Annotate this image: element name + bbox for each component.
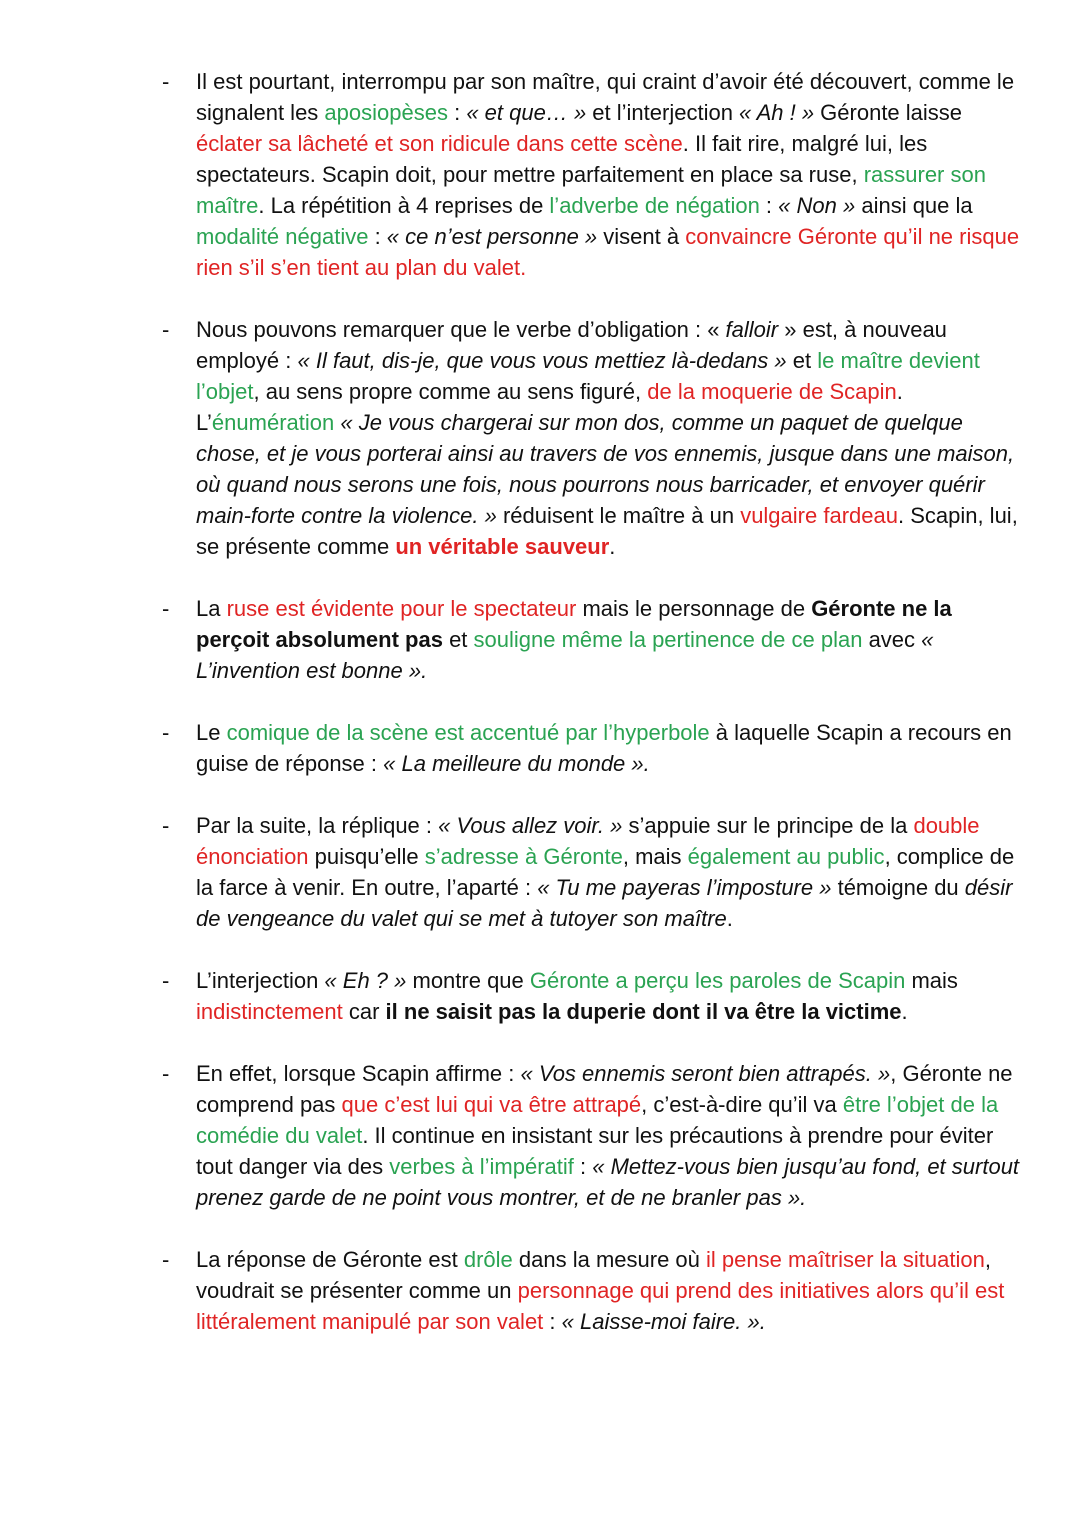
text-segment: et [786, 348, 818, 373]
text-segment: : [368, 224, 387, 249]
text-segment: , Géronte ne comprend pas [196, 1061, 1013, 1117]
text-segment: . La répétition à 4 reprises de [258, 193, 550, 218]
text-segment: « Vous allez voir. » [438, 813, 623, 838]
bullet-paragraph [0, 314, 1030, 562]
bullet-paragraph [0, 810, 1030, 934]
text-segment: énumération [211, 410, 335, 435]
text-segment: montre que [406, 968, 530, 993]
text-segment: convaincre Géronte qu’il ne risque rien s’il s’en tient au plan du valet. [196, 224, 1020, 280]
text-segment: » est, à nouveau employé : [196, 317, 947, 373]
text-segment: et l’interjection [586, 100, 740, 125]
text-segment: et [442, 627, 474, 652]
bullet-paragraph [0, 717, 1030, 779]
bullet-dash: - [162, 1247, 170, 1272]
text-segment: il pense maîtriser la situation [706, 1247, 985, 1272]
bullet-paragraph [0, 1244, 1030, 1337]
text-segment: dans la mesure où [512, 1247, 707, 1272]
text-segment: « Laisse-moi faire. ». [561, 1309, 766, 1334]
text-segment: le maître devient l’objet [196, 348, 980, 404]
text-segment: de la moquerie de Scapin [647, 379, 897, 404]
bullet-paragraph [0, 965, 1030, 1027]
text-segment: « Tu me payeras l’imposture » [537, 875, 832, 900]
text-segment: que c’est lui qui va être attrapé [341, 1092, 642, 1117]
text-segment: « Mettez-vous bien jusqu’au fond, et surtout prenez garde de ne point vous montrer, et de ne branler pas ». [196, 1154, 1020, 1210]
text-segment: souligne même la pertinence de ce plan [473, 627, 863, 652]
text-segment: réduisent le maître à un [496, 503, 741, 528]
text-segment: Le [196, 720, 227, 745]
text-segment: « Non » [778, 193, 856, 218]
bullet-paragraph [0, 593, 1030, 686]
text-segment: « L’invention est bonne ». [196, 627, 934, 683]
paragraph-text [196, 314, 1030, 562]
paragraph-text [196, 593, 1030, 686]
text-segment: . [901, 999, 908, 1024]
text-segment: ainsi que la [855, 193, 973, 218]
text-segment: . Il continue en insistant sur les précautions à prendre pour éviter tout danger via des [196, 1123, 994, 1179]
text-segment: Il est pourtant, interrompu par son maître, qui craint d’avoir été découvert, comme le signalent les [196, 69, 1015, 125]
text-segment: « et que… » [466, 100, 587, 125]
text-segment: « Ah ! » [739, 100, 815, 125]
bullet-dash: - [162, 968, 170, 993]
text-segment: vulgaire fardeau [740, 503, 898, 528]
text-segment: , au sens propre comme au sens figuré, [253, 379, 648, 404]
text-segment: aposiopèses [324, 100, 448, 125]
text-segment: falloir [725, 317, 779, 342]
paragraph-text [196, 1244, 1030, 1337]
text-segment: s’adresse à Géronte [424, 844, 623, 869]
text-segment: témoigne du [831, 875, 965, 900]
bullet-dash: - [162, 813, 170, 838]
text-segment: , voudrait se présenter comme un [196, 1247, 991, 1303]
text-segment: comique de la scène est accentué par l’hyperbole [226, 720, 710, 745]
paragraph-text [196, 717, 1030, 779]
bullet-dash: - [162, 720, 170, 745]
text-segment: La réponse de Géronte est [196, 1247, 464, 1272]
bullet-dash: - [162, 596, 170, 621]
text-segment: : [759, 193, 779, 218]
text-segment: désir de vengeance du valet qui se met à tutoyer son maître [196, 875, 1013, 931]
text-segment: . [609, 534, 616, 559]
bullet-paragraph [0, 1058, 1030, 1213]
text-segment: « Je vous chargerai sur mon dos, comme un paquet de quelque chose, et je vous porterai ainsi au travers de vos ennemis, jusque dans une maison, où quand nous serons une fois, nous pourrons nous barricader, et envoyer quérir main-forte contre la violence. » [196, 410, 1015, 528]
text-segment: , c’est-à-dire qu’il va [641, 1092, 843, 1117]
text-segment: double énonciation [196, 813, 980, 869]
text-segment: Géronte a perçu les paroles de Scapin [529, 968, 906, 993]
text-segment: Géronte ne la perçoit absolument pas [196, 596, 952, 652]
text-segment: Par la suite, la réplique : [196, 813, 439, 838]
text-segment: : [543, 1309, 562, 1334]
text-segment: En effet, lorsque Scapin affirme : [196, 1061, 521, 1086]
text-segment: car [342, 999, 386, 1024]
text-segment: drôle [463, 1247, 513, 1272]
text-segment: à laquelle Scapin a recours en guise de réponse : [196, 720, 1012, 776]
text-segment: . Il fait rire, malgré lui, les spectateurs. Scapin doit, pour mettre parfaitement en place sa ruse, [196, 131, 928, 187]
text-segment: puisqu’elle [308, 844, 425, 869]
text-segment: rassurer son maître [196, 162, 986, 218]
text-segment: mais le personnage de [576, 596, 812, 621]
text-segment: . Scapin, lui, se présente comme [196, 503, 1018, 559]
text-segment: « Vos ennemis seront bien attrapés. » [520, 1061, 891, 1086]
text-segment: Géronte laisse [814, 100, 963, 125]
text-segment: indistinctement [196, 999, 343, 1024]
bullet-dash: - [162, 69, 170, 94]
text-segment: un véritable sauveur [395, 534, 610, 559]
text-segment: mais [905, 968, 958, 993]
text-segment: « Eh ? » [324, 968, 407, 993]
paragraph-text [196, 66, 1030, 283]
text-segment: être l’objet de la comédie du valet [196, 1092, 999, 1148]
text-segment: , mais [622, 844, 688, 869]
text-segment: L’interjection [196, 968, 325, 993]
text-segment: personnage qui prend des initiatives alors qu’il est littéralement manipulé par son valet [196, 1278, 1005, 1334]
text-segment: modalité négative [196, 224, 369, 249]
paragraph-text [196, 810, 1030, 934]
bullet-dash: - [162, 1061, 170, 1086]
text-segment: éclater sa lâcheté et son ridicule dans cette scène [196, 131, 683, 156]
text-segment: visent à [597, 224, 686, 249]
text-segment: , complice de la farce à venir. En outre, l’aparté : [196, 844, 1015, 900]
text-segment: il ne saisit pas la duperie dont il va être la victime [385, 999, 902, 1024]
text-segment: . [726, 906, 733, 931]
bullet-dash: - [162, 317, 170, 342]
text-segment: Nous pouvons remarquer que le verbe d’obligation : « [196, 317, 726, 342]
text-segment: s’appuie sur le principe de la [622, 813, 914, 838]
text-segment: l’adverbe de négation [549, 193, 760, 218]
text-segment: La [196, 596, 227, 621]
text-segment: avec [862, 627, 922, 652]
text-segment: verbes à l’impératif [389, 1154, 574, 1179]
bullet-paragraph [0, 66, 1030, 283]
text-segment: : [573, 1154, 593, 1179]
text-segment: « La meilleure du monde ». [383, 751, 650, 776]
paragraph-text [196, 1058, 1030, 1213]
text-segment: « ce n’est personne » [386, 224, 598, 249]
text-segment: également au public [687, 844, 885, 869]
text-segment: : [447, 100, 467, 125]
text-segment: ruse est évidente pour le spectateur [226, 596, 577, 621]
paragraph-text [196, 965, 1030, 1027]
text-segment: « Il faut, dis-je, que vous vous mettiez là-dedans » [297, 348, 787, 373]
text-segment: . L’ [196, 379, 903, 435]
